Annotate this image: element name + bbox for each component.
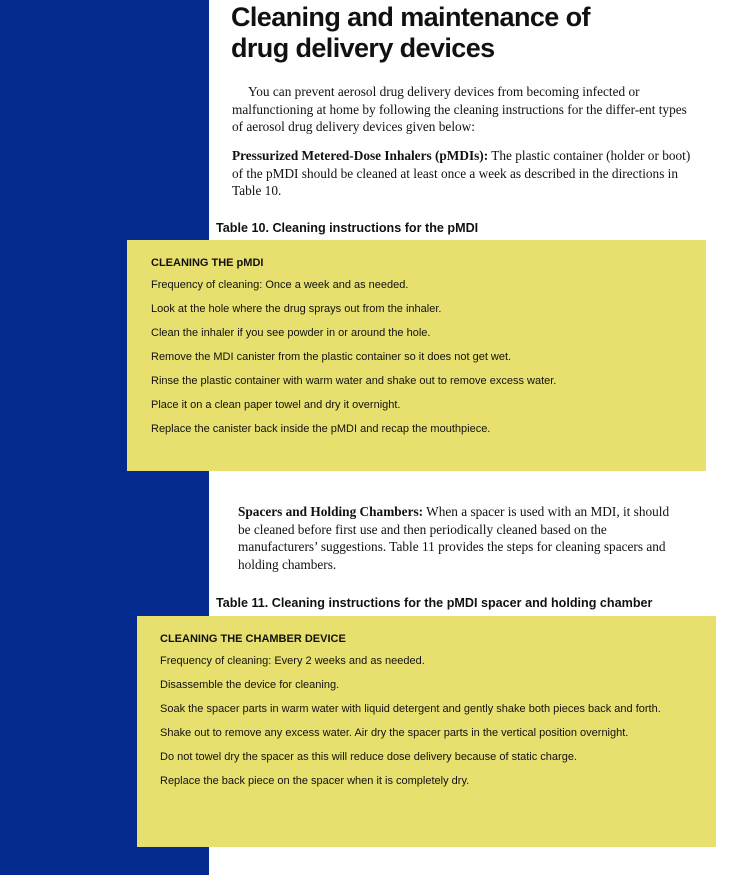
table-10-box [127,240,706,471]
page-title-line-1: Cleaning and maintenance of [231,2,590,32]
list-item: Disassemble the device for cleaning. [160,679,340,691]
pmdi-text: The plastic container (holder or boot) of the pMDI should be cleaned at least once a week as described in the directions in Table 10. [232,148,691,198]
page-title-line-2: drug delivery devices [231,33,495,63]
list-item: Rinse the plastic container with warm water and shake out to remove excess water. [151,375,557,387]
list-item: Place it on a clean paper towel and dry it overnight. [151,399,401,411]
pmdi-paragraph [232,147,694,200]
list-item: Remove the MDI canister from the plastic container so it does not get wet. [151,351,512,363]
table-10-heading: CLEANING THE pMDI [151,257,264,269]
list-item: Frequency of cleaning: Every 2 weeks and as needed. [160,655,425,667]
table-11-caption: Table 11. Cleaning instructions for the pMDI spacer and holding chamber [216,596,653,610]
table-11-box [137,616,716,847]
table-10-caption: Table 10. Cleaning instructions for the pMDI [216,221,479,235]
list-item: Shake out to remove any excess water. Air dry the spacer parts in the vertical position overnight. [160,727,629,739]
table-10-list [151,279,686,436]
list-item: Look at the hole where the drug sprays out from the inhaler. [151,303,442,315]
list-item: Do not towel dry the spacer as this will reduce dose delivery because of static charge. [160,751,577,763]
spacer-heading: Spacers and Holding Chambers: [238,504,424,519]
list-item: Soak the spacer parts in warm water with liquid detergent and gently shake both pieces back and forth. [160,703,661,715]
list-item: Frequency of cleaning: Once a week and as needed. [151,279,409,291]
list-item: Replace the back piece on the spacer when it is completely dry. [160,775,470,787]
spacer-paragraph [238,503,678,573]
intro-paragraph: You can prevent aerosol drug delivery devices from becoming infected or malfunctioning at home by following the cleaning instructions for the differ-ent types of aerosol drug delivery devices given below: [232,84,687,134]
page-title [231,2,590,64]
list-item: Replace the canister back inside the pMDI and recap the mouthpiece. [151,423,491,435]
table-11-heading: CLEANING THE CHAMBER DEVICE [160,633,346,645]
pmdi-heading: Pressurized Metered-Dose Inhalers (pMDIs): [232,148,489,163]
spacer-text: When a spacer is used with an MDI, it should be cleaned before first use and then periodically cleaned based on the manufacturers’ suggestions. Table 11 provides the steps for cleaning spacers and holding chambers. [238,504,670,572]
list-item: Clean the inhaler if you see powder in or around the hole. [151,327,431,339]
table-11-list [160,655,698,788]
